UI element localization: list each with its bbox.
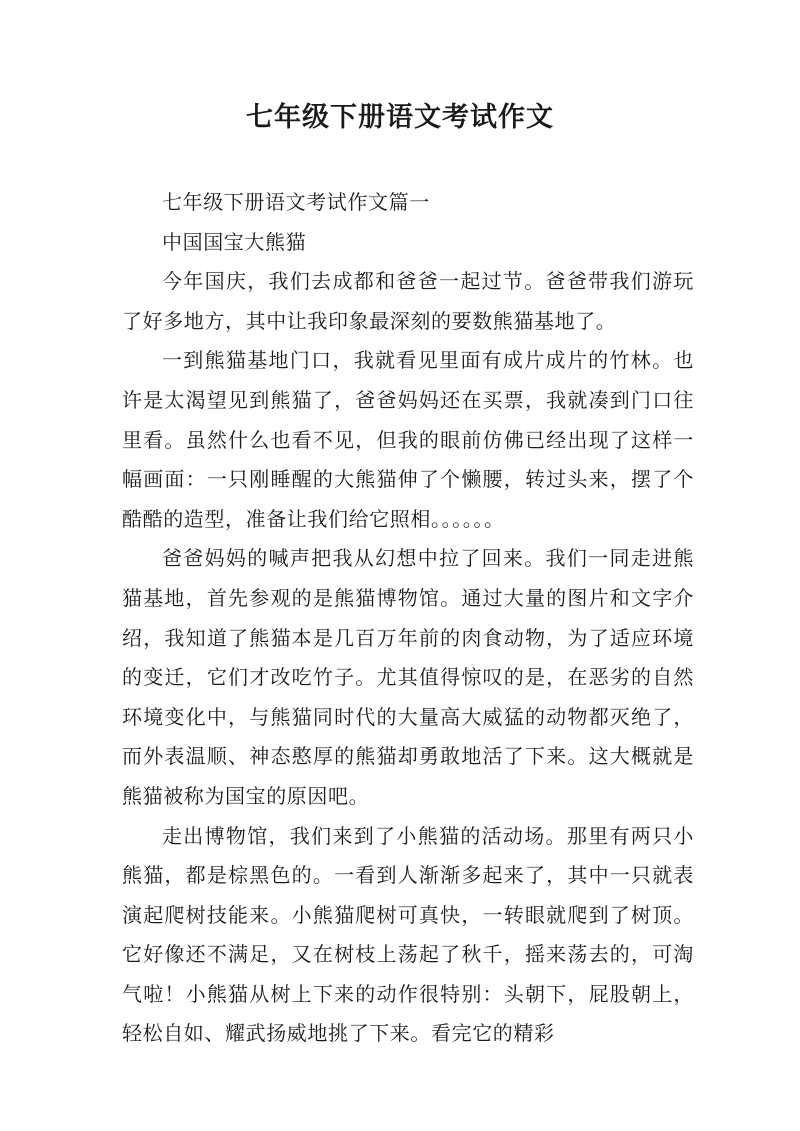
paragraph: 爸爸妈妈的喊声把我从幻想中拉了回来。我们一同走进熊猫基地，首先参观的是熊猫博物馆。通过大量的图片和文字介绍，我知道了熊猫本是几百万年前的肉食动物，为了适应环境的变迁，它们才改吃竹子。尤其值得惊叹的是，在恶劣的自然环境变化中，与熊猫同时代的大量高大威猛的动物都灭绝了，而外表温顺、神态憨厚的熊猫却勇敢地活了下来。这大概就是熊猫被称为国宝的原因吧。 bbox=[122, 546, 694, 808]
paragraph: 今年国庆，我们去成都和爸爸一起过节。爸爸带我们游玩了好多地方，其中让我印象最深刻的要数熊猫基地了。 bbox=[122, 269, 694, 333]
document-body bbox=[122, 183, 694, 1054]
essay-title: 中国国宝大熊猫 bbox=[162, 229, 307, 254]
paragraph: 走出博物馆，我们来到了小熊猫的活动场。那里有两只小熊猫，都是棕黑色的。一看到人渐渐多起来了，其中一只就表演起爬树技能来。小熊猫爬树可真快，一转眼就爬到了树顶。它好像还不满足，又在树枝上荡起了秋千，摇来荡去的，可淘气啦！小熊猫从树上下来的动作很特别：头朝下，屁股朝上，轻松自如、耀武扬威地挑了下来。看完它的精彩 bbox=[122, 823, 694, 1046]
paragraph: 一到熊猫基地门口，我就看见里面有成片成片的竹林。也许是太渴望见到熊猫了，爸爸妈妈还在买票，我就凑到门口往里看。虽然什么也看不见，但我的眼前仿佛已经出现了这样一幅画面：一只刚睡醒的大熊猫伸了个懒腰，转过头来，摆了个酷酷的造型，准备让我们给它照相。。。。。。 bbox=[122, 348, 694, 531]
document-title: 七年级下册语文考试作文 bbox=[246, 102, 554, 133]
section-heading: 七年级下册语文考试作文篇一 bbox=[162, 190, 430, 214]
